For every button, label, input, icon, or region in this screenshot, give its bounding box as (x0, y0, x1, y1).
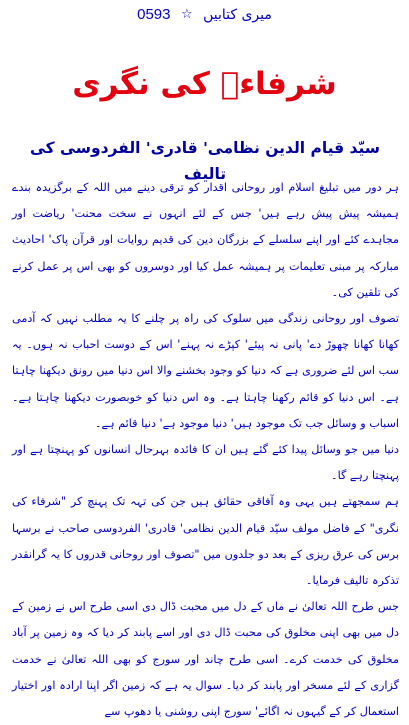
paragraph: دنیا میں جو وسائل پیدا کئے گئے ہیں ان کا فائدہ بہرحال انسانوں کو پہنچتا ہے اور پہنچتا رہے گا۔ (12, 443, 399, 483)
book-series-label: میری کتابیں (203, 6, 272, 23)
body-text (12, 175, 399, 719)
book-title: شرفاءؔ کی نگری (72, 66, 337, 102)
paragraph: ہر دور میں تبلیغ اسلام اور روحانی اقدار کو ترقی دینے میں اللہ کے برگزیدہ بندے ہمیشہ پیش پیش رہے ہیں' جس کے لئے انہوں نے سخت محنت' ریاضت اور مجاہدے کئے اور اپنے سلسلے کے بزرگان دین کی قدیم روایات اور قرآن پاک' احادیث مبارکہ پر مبنی تعلیمات پر ہمیشہ عمل کیا اور دوسروں کو بھی اس پر عمل کرنے کی تلقین کی۔ (12, 181, 399, 299)
star-icon: ☆ (180, 7, 193, 22)
page-header (0, 6, 409, 32)
paragraph: جس طرح اللہ تعالیٰ نے ماں کے دل میں محبت ڈال دی اسی طرح اس نے زمین کے دل میں بھی اپنی مخلوق کی محبت ڈال دی اور اسے پابند کر دیا کہ وہ زمین پر آباد مخلوق کی خدمت کرے۔ اسی طرح چاند اور سورج کو بھی اللہ تعالیٰ نے خدمت گزاری کے لئے مسخر اور پابند کر دیا۔ سوال یہ ہے کہ زمین اگر اپنا ارادہ اور اختیار استعمال کر کے گیہوں نہ اگائے' سورج اپنی روشنی یا دھوپ سے (12, 600, 399, 719)
book-number: 0593 (137, 6, 171, 23)
paragraph: تصوف اور روحانی زندگی میں سلوک کی راہ پر چلنے کا یہ مطلب نہیں کہ آدمی کھانا کھانا چھوڑ دے' پانی نہ پیئے' کپڑے نہ پہنے' اس کے دوست احباب نہ ہوں۔ یہ سب اس لئے ضروری ہے کہ دنیا کو وجود بخشنے والا اس دنیا میں رونق دیکھنا چاہتا ہے۔ اس دنیا کو قائم رکھنا چاہتا ہے۔ وہ اس دنیا کو خوبصورت دیکھنا چاہتا ہے۔ اسباب و وسائل جب تک موجود ہیں' دنیا موجود ہے' دنیا قائم ہے۔ (12, 312, 399, 430)
paragraph: ہم سمجھتے ہیں یہی وہ آفاقی حقائق ہیں جن کی تہہ تک پہنچ کر "شرفاء کی نگری" کے فاضل مولف سیّد قیام الدین نظامی' قادری' الفردوسی صاحب نے برسہا برس کی عرق ریزی کے بعد دو جلدوں میں "تصوف اور روحانی قدروں کا یہ گرانقدر تذکرہ تالیف فرمایا۔ (12, 495, 399, 588)
author-line: سیّد قیام الدین نظامی' قادری' الفردوسی کی تالیف (29, 139, 381, 183)
